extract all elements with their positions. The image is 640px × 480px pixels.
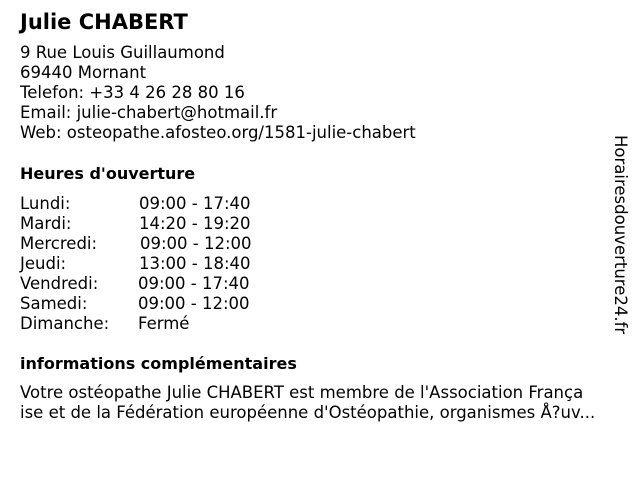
email-address: Email: julie-chabert@hotmail.fr <box>20 103 278 122</box>
day-hours: Fermé <box>138 314 190 333</box>
day-hours: 14:20 - 19:20 <box>139 214 251 233</box>
day-hours: 09:00 - 12:00 <box>138 294 250 313</box>
hours-row-dimanche <box>20 314 380 334</box>
day-label: Samedi: <box>20 294 88 313</box>
day-label: Vendredi: <box>20 274 99 293</box>
phone-number: Telefon: +33 4 26 28 80 16 <box>20 83 245 102</box>
day-hours: 09:00 - 12:00 <box>140 234 252 253</box>
description-line: Votre ostéopathe Julie CHABERT est membre de l'Association França <box>20 383 584 402</box>
day-label: Mercredi: <box>20 234 98 253</box>
website: Web: osteopathe.afosteo.org/1581-julie-chabert <box>20 123 416 142</box>
business-name: Julie CHABERT <box>20 10 188 34</box>
day-label: Mardi: <box>20 214 72 233</box>
hours-row-jeudi <box>20 254 380 274</box>
contact-details <box>20 43 416 143</box>
city-postal: 69440 Mornant <box>20 63 147 82</box>
description-text <box>20 383 630 423</box>
day-hours: 09:00 - 17:40 <box>139 194 251 213</box>
day-hours: 09:00 - 17:40 <box>138 274 250 293</box>
hours-row-lundi <box>20 194 380 214</box>
description-line: ise et de la Fédération européenne d'Ostéopathie, organismes Å?uv... <box>20 403 596 422</box>
day-label: Lundi: <box>20 194 71 213</box>
day-hours: 13:00 - 18:40 <box>139 254 251 273</box>
hours-row-mercredi <box>20 234 380 254</box>
day-label: Jeudi: <box>20 254 67 273</box>
info-heading: informations complémentaires <box>20 354 297 373</box>
hours-row-vendredi <box>20 274 380 294</box>
hours-row-mardi <box>20 214 380 234</box>
day-label: Dimanche: <box>20 314 110 333</box>
hours-row-samedi <box>20 294 380 314</box>
hours-heading: Heures d'ouverture <box>20 164 196 183</box>
hours-table <box>20 194 380 334</box>
street-address: 9 Rue Louis Guillaumond <box>20 43 225 62</box>
site-watermark: Horairesdouverture24.fr <box>611 135 630 335</box>
